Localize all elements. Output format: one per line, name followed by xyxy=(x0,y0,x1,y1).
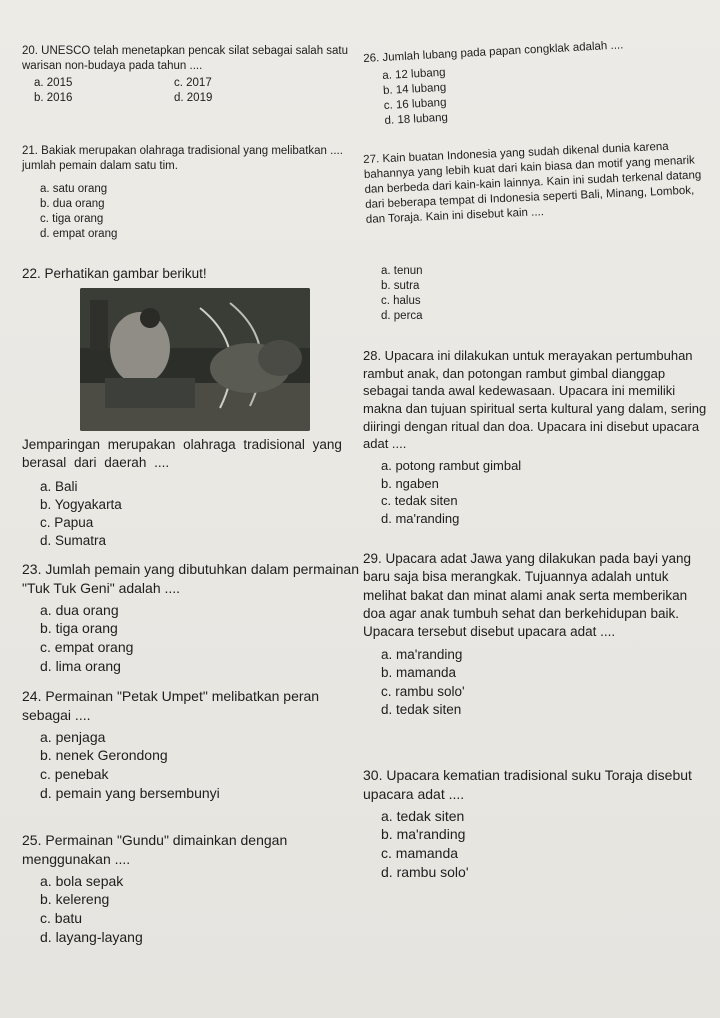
question-24-option-c[interactable]: c. penebak xyxy=(40,766,109,782)
question-27 xyxy=(363,138,711,228)
question-20-option-b[interactable]: b. 2016 xyxy=(34,91,73,104)
jemparingan-photo xyxy=(80,288,310,431)
question-25-option-d[interactable]: d. layang-layang xyxy=(40,928,143,945)
question-20-stem: 20. UNESCO telah menetapkan pencak silat sebagai salah satu warisan non-budaya pada tahun .... xyxy=(22,45,349,72)
question-25 xyxy=(22,831,357,947)
question-23-option-d[interactable]: d. lima orang xyxy=(40,657,121,674)
question-20-option-a[interactable]: a. 2015 xyxy=(34,76,73,89)
question-26-option-a[interactable]: a. 12 lubang xyxy=(381,66,446,82)
question-28-option-a[interactable]: a. potong rambut gimbal xyxy=(381,458,522,474)
question-28-option-c[interactable]: c. tedak siten xyxy=(381,493,458,509)
question-30-option-b[interactable]: b. ma'randing xyxy=(381,826,466,843)
question-24-option-a[interactable]: a. penjaga xyxy=(40,728,106,745)
question-21-option-a[interactable]: a. satu orang xyxy=(40,182,108,195)
question-27-option-c[interactable]: c. halus xyxy=(381,294,421,307)
question-26-stem: 26. Jumlah lubang pada papan congklak adalah .... xyxy=(363,39,624,65)
question-30 xyxy=(363,766,713,882)
question-29-option-b[interactable]: b. mamanda xyxy=(381,665,457,681)
question-22-option-c[interactable]: c. Papua xyxy=(40,515,94,531)
question-23-option-a[interactable]: a. dua orang xyxy=(40,601,119,618)
question-26-option-c[interactable]: c. 16 lubang xyxy=(383,96,447,112)
question-21-stem: 21. Bakiak merupakan olahraga tradisional yang melibatkan .... jumlah pemain dalam satu tim. xyxy=(22,145,343,172)
question-21 xyxy=(22,144,357,242)
question-20-option-c[interactable]: c. 2017 xyxy=(174,76,212,89)
question-23-option-c[interactable]: c. empat orang xyxy=(40,639,134,655)
question-24 xyxy=(22,687,352,803)
question-30-option-c[interactable]: c. mamanda xyxy=(381,845,459,861)
question-26-option-b[interactable]: b. 14 lubang xyxy=(382,81,447,97)
question-28 xyxy=(363,347,713,528)
question-22 xyxy=(22,265,342,283)
question-30-option-d[interactable]: d. rambu solo' xyxy=(381,863,469,880)
question-25-option-c[interactable]: c. batu xyxy=(40,910,83,926)
question-27-option-a[interactable]: a. tenun xyxy=(381,265,423,277)
question-28-option-d[interactable]: d. ma'randing xyxy=(381,511,460,527)
question-25-option-b[interactable]: b. kelereng xyxy=(40,891,110,908)
question-27-option-d[interactable]: d. perca xyxy=(381,309,423,322)
question-21-option-c[interactable]: c. tiga orang xyxy=(40,212,104,225)
question-27-option-b[interactable]: b. sutra xyxy=(381,279,420,292)
question-27-options xyxy=(363,264,563,324)
question-30-stem: 30. Upacara kematian tradisional suku Toraja disebut upacara adat .... xyxy=(363,767,692,802)
question-29-stem: 29. Upacara adat Jawa yang dilakukan pada bayi yang baru saja bisa merangkak. Tujuannya adalah untuk melihat bakat dan minat alami anak serta memberikan doa agar anak tumbuh sehat dan berkehidupan baik. Upacara tersebut disebut upacara adat .... xyxy=(363,551,691,640)
question-29-option-d[interactable]: d. tedak siten xyxy=(381,701,462,717)
question-23 xyxy=(22,560,362,676)
question-24-option-b[interactable]: b. nenek Gerondong xyxy=(40,747,168,764)
question-22-option-a[interactable]: a. Bali xyxy=(40,479,78,495)
question-20 xyxy=(22,44,352,106)
question-24-option-d[interactable]: d. pemain yang bersembunyi xyxy=(40,784,220,801)
question-26 xyxy=(363,34,717,130)
question-26-option-d[interactable]: d. 18 lubang xyxy=(384,111,449,127)
question-24-stem: 24. Permainan "Petak Umpet" melibatkan peran sebagai .... xyxy=(22,688,320,723)
question-25-stem: 25. Permainan "Gundu" dimainkan dengan menggunakan .... xyxy=(22,832,288,867)
question-21-option-d[interactable]: d. empat orang xyxy=(40,227,118,240)
question-27-stem: 27. Kain buatan Indonesia yang sudah dikenal dunia karena bahannya yang lebih kuat dari kain biasa dan motif yang menarik dan berbeda dari kain-kain lainnya. Kain ini sudah terkenal datang dari beberapa tempat di Indonesia seperti Bali, Minang, Lombok, dan Toraja. Kain ini disebut kain .... xyxy=(363,140,702,226)
question-30-option-a[interactable]: a. tedak siten xyxy=(381,807,465,824)
question-29-option-a[interactable]: a. ma'randing xyxy=(381,646,463,662)
question-22-option-b[interactable]: b. Yogyakarta xyxy=(40,497,122,513)
question-23-option-b[interactable]: b. tiga orang xyxy=(40,620,118,637)
question-28-stem: 28. Upacara ini dilakukan untuk merayakan pertumbuhan rambut anak, dan potongan rambut gimbal dianggap sebagai tanda awal kedewasaan. Upacara ini memiliki makna dan tujuan spiritual serta kultural yang dalam, sering diiringi dengan ritual dan doa. Upacara ini disebut upacara adat .... xyxy=(363,348,707,452)
question-21-option-b[interactable]: b. dua orang xyxy=(40,197,105,210)
question-22-option-d[interactable]: d. Sumatra xyxy=(40,533,107,549)
question-20-option-d[interactable]: d. 2019 xyxy=(174,91,213,104)
question-22-caption: Jemparingan merupakan olahraga tradisional yang berasal dari daerah .... xyxy=(22,437,342,471)
question-25-option-a[interactable]: a. bola sepak xyxy=(40,872,124,889)
question-22-stem: 22. Perhatikan gambar berikut! xyxy=(22,266,207,281)
question-22-body xyxy=(22,436,352,550)
question-28-option-b[interactable]: b. ngaben xyxy=(381,475,439,491)
question-29-option-c[interactable]: c. rambu solo' xyxy=(381,683,465,699)
question-23-stem: 23. Jumlah pemain yang dibutuhkan dalam permainan "Tuk Tuk Geni" adalah .... xyxy=(22,561,359,596)
question-29 xyxy=(363,550,713,719)
